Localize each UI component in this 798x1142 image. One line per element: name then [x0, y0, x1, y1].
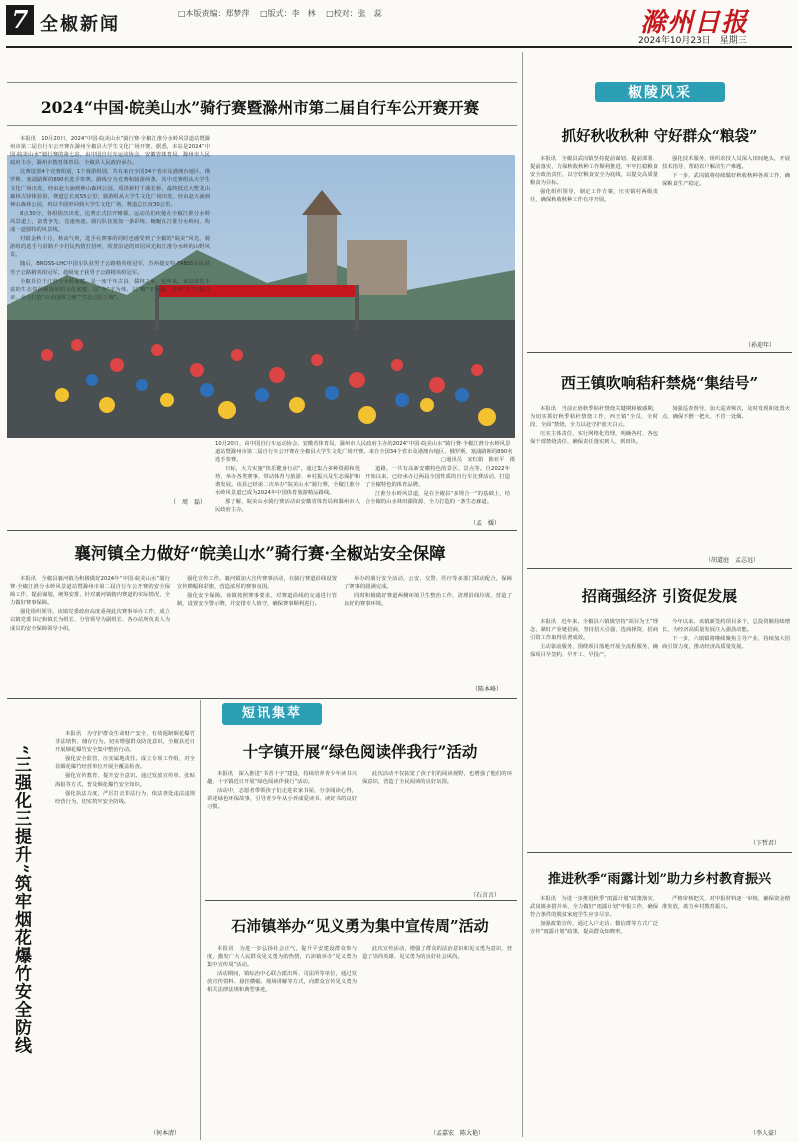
paragraph: 强化宣传教育，提升安全意识。通过发放宣传单、张贴海报等方式，普及烟花爆竹安全知识。 [55, 773, 195, 788]
column-divider [522, 52, 523, 1137]
divider [7, 698, 517, 699]
article1-author-main: （ 周 磊） [170, 499, 207, 506]
page-number: 7 [6, 5, 34, 35]
issue-date [638, 33, 753, 46]
divider [7, 125, 517, 126]
article1-body-cont [215, 465, 360, 525]
article1-body [10, 135, 210, 495]
divider [205, 900, 517, 901]
story2-col2 [662, 405, 790, 545]
article3-title: 十字镇开展“绿色阅读伴我行”活动 [242, 742, 478, 761]
paragraph: 本报讯 全椒县襄河镇为积极做好2024年“中国·皖美山水”骑行赛·全椒江淮分水岭风景道站暨滁州市第二届自行车公开赛的安全保障工作，提前谋划，统筹安排，针对襄河镇辖内赛道的实际情况，全力做好赛事保障。 [10, 576, 170, 607]
article3-col1 [207, 770, 357, 885]
paragraph: 活动期间，镇综治中心联合派出所、司法所等单位，通过发放宣传资料、悬挂横幅、现场讲解等方式，向群众宣传见义勇为相关法律法规和典型事迹。 [207, 971, 357, 994]
paragraph: 强化组织领导。该镇党委政府高度重视此次赛事举办工作，成立以镇党委书记和镇长为组长、分管领导为副组长、各办站所负责人为成员的安全保障领导小组。 [10, 609, 170, 632]
paragraph: 活动中，志愿者带领孩子们走进农家书屋，分享阅读心得，讲述绿色环保故事，引导青少年从小养成爱读书、读好书的良好习惯。 [207, 788, 357, 811]
article4-title: 石沛镇举办“见义勇为集中宣传周”活动 [231, 917, 489, 935]
paragraph: 8点30分，各组依次出发，比赛正式拉开帷幕。运动员们疾驰在全椒江淮分水岭风景道上，奋勇争先、竞速角逐。骑行队伍犹如一条彩练，蜿蜒在江淮分水岭间，构成一道独特的风景线。 [10, 210, 210, 234]
paragraph: 本报讯 当前正值秋季秸秆禁烧关键期和敏感期，为切实抓好秋季秸秆禁烧工作，西王镇“全员、全时段、全面”禁烧，全力以赴守护蓝天白云。 [530, 406, 658, 429]
newspaper-logo: 滁州日报 [640, 8, 749, 38]
paragraph: 强化组织领导，制定工作方案，压实镇村两级责任，确保秋收秋种工作有序开展。 [530, 189, 658, 204]
paragraph: 此次宣传活动，增强了群众的法治意识和见义勇为意识，营造了崇尚英雄、见义勇为的良好社会风尚。 [362, 946, 512, 961]
paragraph: 加强政策宣传，通过入户走访、微信群等方式广泛宣传“雨露计划”政策，提高群众知晓率。 [530, 921, 658, 936]
sidebar-story-body [55, 730, 195, 1130]
paragraph: 下一步，武岗镇将持续做好秋收秋种各项工作，确保粮食生产稳定。 [662, 173, 790, 188]
paragraph: 本报讯 深入推进“书香十字”建设，持续培养青少年读书兴趣，十字镇近日开展“绿色阅读伴我行”活动。 [207, 771, 357, 786]
story4-col2 [662, 895, 790, 1125]
paragraph: 本报讯 为进一步推进秋季“雨露计划”政策落实，武岗镇多措并举，全力做好“雨露计划”申报工作，确保符合条件的脱贫家庭学生应享尽享。 [530, 896, 658, 919]
weekday-text: 星期三 [719, 36, 747, 46]
paragraph: 随后，BROSS-LHC中国车队获男子公路精英组冠军，苏州捷安特-FABSS车队获男子公路精英组冠军，超级兔子获男子公路精英组冠军。 [10, 261, 210, 276]
article1-body-cont2 [365, 465, 510, 525]
sidebar-story-title: “三强化三提升”筑牢烟花爆竹安全防线 [11, 745, 31, 1055]
paragraph: 举办的骑行安全活动，公安、交警、医疗等多部门联动配合，保障了赛事的圆满完成。 [344, 576, 512, 591]
story1-col2 [662, 155, 790, 345]
paragraph: 强化安全保障。该镇按照赛事要求，对赛道沿线的交通进行管制，设置安全警示牌，并安排专人值守，确保赛事顺利进行。 [177, 593, 337, 608]
story2-col1 [530, 405, 658, 545]
article4-author: （孟嘉宏 陈大艳） [430, 1130, 485, 1137]
article3-author: （石言言） [470, 892, 501, 899]
paragraph: 压实主体责任，实行网格化管理，明确各村、各包保干部禁烧责任，确保责任落实到人、到田块。 [530, 431, 658, 446]
story4-col1 [530, 895, 658, 1125]
article2-col1 [10, 575, 170, 680]
photo-credit: □通讯员 宋红娟 陈亚平 摄 [441, 457, 515, 463]
article1-title: 2024“中国·皖美山水”骑行赛暨滁州市第二届自行车公开赛开赛 [40, 98, 480, 117]
story1-col1 [530, 155, 658, 345]
paragraph: 本报讯 近年来，全椒县六镇镇坚持“项目为王”理念，紧盯产业链招商，坚持招大引强、选商择资，招商引资工作取得显著成效。 [530, 619, 658, 642]
paragraph: 强化技术服务，组织农技人员深入田间地头，开展技术指导，帮助农户解决生产难题。 [662, 156, 790, 171]
divider [527, 852, 792, 853]
article2-col3 [344, 575, 512, 680]
paragraph: 江淮分水岭风景道，是在全椒县“多规合一”的基础上，结合全椒的山水林田湖资源，全力打造的一条生态廊道。 [365, 491, 510, 506]
paragraph: 主动靠前服务，围绕项目落地开展全流程服务，确保项目早签约、早开工、早投产。 [530, 644, 658, 659]
story1-author: （孙迎年） [745, 342, 776, 349]
story3-author: （卞哲君） [750, 840, 781, 847]
divider [200, 700, 201, 1140]
paragraph: 本报讯 全椒县武岗镇坚持提前谋划、提前部署、提前落实，力保秋收秋种工作顺利推进，牢牢扛稳粮食安全政治责任，以守好粮食安全为底线，以提交高质量粮食为目标。 [530, 156, 658, 187]
paragraph: 加强巡查督导，加大巡查频次，及时发现和处置火点，确保不燃一把火、不冒一处烟。 [662, 406, 790, 421]
photo-caption [215, 440, 515, 464]
paragraph: 同时积极做好赛道两侧环境卫生整治工作，清理沿线垃圾，营造了良好的赛事环境。 [344, 593, 512, 608]
divider [527, 568, 792, 569]
paragraph: 本报讯 为进一步弘扬社会正气，提升平安建设群众参与度，激发广大人民群众见义勇为的热情，石沛镇举办“见义勇为集中宣传周”活动。 [207, 946, 357, 969]
paragraph: 比赛设置4个竞赛组别，1个骑游组别，共有来自全国34个省市及港澳台地区、俄罗斯、塞浦路斯的890名选手参赛。路线分为竞赛和骑游两条，其中竞赛组从大学生文化广场出发，经由赵大涵到神山森林公园，周泽新村千湖长桥，最终抵达大墅龙山森林古驿体验馆，赛道总长度55公里；骑游组从大学生文化广场出发，经由赵大涵到神山森林公园，再以半圆形回到大学生文化广场，赛道总长度30公里。 [10, 169, 210, 208]
short-news-banner: 短讯集萃 [222, 703, 322, 725]
article4-col1 [207, 945, 357, 1125]
story2-title: 西王镇吹响秸秆禁烧“集结号” [560, 374, 759, 392]
paragraph: 严格审核把关，对申报材料逐一审核，确保资金精准发放，助力乡村教育振兴。 [662, 896, 790, 911]
story2-author: （胡道庭 孟志远） [705, 557, 760, 564]
paragraph: 那了解，皖美山水骑行赛活动由安徽省体育局和滁州市人民政府主办。 [215, 499, 360, 514]
paragraph: 道路，一共有高新安徽特色的景区、景点等。自2022年开始以来，已经承办过两届全国性质的自行车比赛活动，打造了全椒特色的体育品牌。 [365, 466, 510, 489]
paragraph: 全椒县位于江淮分水岭南麓，是一座千年古县、儒林之乡。近年来，该县依托丰富的生态资源和深厚的文化底蕴，以“全”字为体，以“椒”字为魂，围绕“全”字做文章，全力打造“山水园林之城”“生态宜居之城”。 [10, 278, 210, 301]
paragraph: 村镇金秋十月，秋高气爽，选手在赛事的同时也感受到了全椒的“皖美”风光，骑游组的选手与沿路不少村民热情打招呼，欣赏沿途的田园风光和江淮分水岭的山野风景。 [10, 236, 210, 259]
paragraph: 今年以来，该镇新签约项目多个，总投资额持续增长，为经济高质量发展注入强劲动能。 [662, 619, 790, 634]
photo-caption-text: 10月20日，由中国自行车运动协会、安徽省体育局、滁州市人民政府主办的2024“中国·皖美山水”骑行赛·全椒江淮分水岭风景道站暨滁州市第二届自行车公开赛在全椒县大学生文化广场开赛。来自全国34个省市及港澳台地区、俄罗斯、塞浦路斯的890名选手参赛。 [215, 441, 513, 463]
story3-title: 招商强经济 引资促发展 [581, 587, 738, 605]
date-text: 2024年10月23日 [638, 36, 711, 46]
paragraph: 本报讯 10月20日，2024“中国·皖美山水”骑行赛·全椒江淮分水岭风景道站暨滁州市第二届自行车公开赛在滁州全椒县大学生文化广场开赛。据悉，本站是2024“中国·皖美山水”骑行赛的第七站，由中国自行车运动协会、安徽省体育局、滁州市人民政府主办，滁州市教育体育局、全椒县人民政府承办。 [10, 136, 210, 167]
article2-col2 [177, 575, 337, 680]
story1-title: 抓好秋收秋种 守好群众“粮袋” [561, 128, 758, 145]
paragraph: 下一步，六镇镇将继续聚焦主导产业，持续加大招商引资力度，推动经济高质量发展。 [662, 636, 790, 651]
divider [527, 352, 792, 353]
article2-title: 襄河镇全力做好“皖美山水”骑行赛·全椒站安全保障 [74, 544, 446, 563]
divider [7, 530, 517, 531]
paragraph: 此次活动不仅拓宽了孩子们的阅读视野，也增强了他们的环保意识，营造了全民阅读的良好氛围。 [362, 771, 512, 786]
editor-credits [178, 8, 390, 19]
story4-author: （李人豪） [750, 1130, 781, 1137]
article1-author: （孟 媛） [470, 520, 501, 527]
divider [7, 82, 517, 83]
paragraph: 强化执法力度，严厉打击非法行为，依法查处违法违规经营行为，切实筑牢安全防线。 [55, 790, 195, 805]
credit-editor: □本版责编：郑梦萍 [178, 9, 250, 18]
paragraph: 日标，大力实施“快乐健身行动”，通过集合多种资源和优势，举办各类赛事，带动体育与旅游、乡村振兴及生态保护和谐发展。该县已经第二次举办“皖美山水”骑行赛，全椒江淮分水岭风景道已成为2024年中国体育旅游精品路线。 [215, 466, 360, 497]
paragraph: 强化安全监管，压实属地责任。成立专项工作组，对全县烟花爆竹经营单位开展全覆盖检查。 [55, 756, 195, 771]
story4-title: 推进秋季“雨露计划”助力乡村教育振兴 [548, 872, 771, 887]
right-column-banner: 椒陵风采 [595, 82, 725, 102]
story3-col1 [530, 618, 658, 833]
paragraph: 本报讯 为守护群众生命财产安全，有效遏制烟花爆竹非法销售、储存行为，切实增强群众防范意识，全椒县近日开展烟花爆竹安全集中整治行动。 [55, 731, 195, 754]
masthead-rule [6, 46, 792, 48]
article4-col2 [362, 945, 512, 1125]
story3-col2 [662, 618, 790, 833]
credit-proofreader: □校对：张 蕊 [326, 9, 382, 18]
credit-layout: □版式：李 林 [260, 9, 316, 18]
section-title: 全椒新闻 [40, 14, 120, 35]
article3-col2 [362, 770, 512, 885]
article2-author: （陈本峰） [472, 686, 503, 693]
paragraph: 强化宣传工作。襄河镇加大宣传赛事活动，在骑行赛道沿线设置宣传横幅和彩旗，营造浓厚的赛事氛围。 [177, 576, 337, 591]
sidebar-story-author: （何本清） [150, 1130, 181, 1137]
